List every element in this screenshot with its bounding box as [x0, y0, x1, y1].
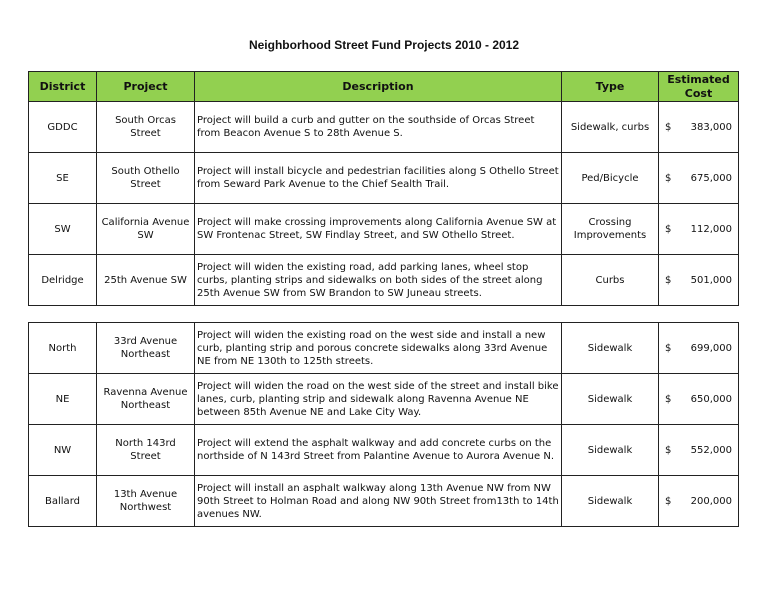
cost-cell [659, 374, 739, 425]
table-row [29, 255, 739, 306]
type-cell: Ped/Bicycle [562, 153, 659, 204]
project-cell: North 143rd Street [97, 425, 195, 476]
district-cell: SW [29, 204, 97, 255]
cost-amount: 200,000 [690, 495, 732, 507]
currency-symbol: $ [665, 121, 672, 133]
type-cell: Sidewalk [562, 374, 659, 425]
description-cell: Project will widen the existing road on the west side and install a new curb, planting strip and porous concrete sidewalks along 33rd Avenue NE from NE 130th to 125th streets. [195, 323, 562, 374]
cost-amount: 501,000 [690, 274, 732, 286]
cost-cell [659, 204, 739, 255]
currency-symbol: $ [665, 444, 672, 456]
cost-cell [659, 323, 739, 374]
project-cell: South Othello Street [97, 153, 195, 204]
type-cell: Sidewalk, curbs [562, 102, 659, 153]
description-cell: Project will build a curb and gutter on the southside of Orcas Street from Beacon Avenue S to 28th Avenue S. [195, 102, 562, 153]
description-cell: Project will install bicycle and pedestrian facilities along S Othello Street from Seward Park Avenue to the Chief Sealth Trail. [195, 153, 562, 204]
cost-amount: 699,000 [690, 342, 732, 354]
cost-amount: 112,000 [690, 223, 732, 235]
district-cell: Ballard [29, 476, 97, 527]
currency-symbol: $ [665, 172, 672, 184]
table-row [29, 476, 739, 527]
district-cell: North [29, 323, 97, 374]
projects-table-continued [28, 322, 739, 527]
description-cell: Project will extend the asphalt walkway and add concrete curbs on the northside of N 143rd Street from Palantine Avenue to Aurora Avenue N. [195, 425, 562, 476]
currency-symbol: $ [665, 393, 672, 405]
currency-symbol: $ [665, 223, 672, 235]
cost-amount: 675,000 [690, 172, 732, 184]
type-cell: Crossing Improvements [562, 204, 659, 255]
header-cost: Estimated Cost [659, 72, 739, 102]
description-cell: Project will install an asphalt walkway along 13th Avenue NW from NW 90th Street to Holman Road and along NW 90th Street from13th to 14th avenues NW. [195, 476, 562, 527]
project-cell: 33rd Avenue Northeast [97, 323, 195, 374]
type-cell: Sidewalk [562, 323, 659, 374]
table-row [29, 204, 739, 255]
project-cell: South Orcas Street [97, 102, 195, 153]
table-row [29, 374, 739, 425]
project-cell: California Avenue SW [97, 204, 195, 255]
district-cell: Delridge [29, 255, 97, 306]
header-project: Project [97, 72, 195, 102]
table-row [29, 102, 739, 153]
cost-amount: 383,000 [690, 121, 732, 133]
cost-cell [659, 425, 739, 476]
cost-cell [659, 476, 739, 527]
projects-table [28, 71, 739, 306]
table-row [29, 323, 739, 374]
description-cell: Project will widen the existing road, add parking lanes, wheel stop curbs, planting strips and sidewalks on both sides of the street along 25th Avenue SW from SW Brandon to SW Juneau streets. [195, 255, 562, 306]
cost-cell [659, 255, 739, 306]
district-cell: GDDC [29, 102, 97, 153]
project-cell: 25th Avenue SW [97, 255, 195, 306]
cost-amount: 552,000 [690, 444, 732, 456]
table-row [29, 425, 739, 476]
project-cell: 13th Avenue Northwest [97, 476, 195, 527]
district-cell: NW [29, 425, 97, 476]
description-cell: Project will widen the road on the west side of the street and install bike lanes, curb, planting strip and sidewalk along Ravenna Avenue NE between 85th Avenue NE and Lake City Way. [195, 374, 562, 425]
cost-cell [659, 102, 739, 153]
currency-symbol: $ [665, 342, 672, 354]
district-cell: NE [29, 374, 97, 425]
description-cell: Project will make crossing improvements along California Avenue SW at SW Frontenac Street, SW Findlay Street, and SW Othello Street. [195, 204, 562, 255]
cost-amount: 650,000 [690, 393, 732, 405]
type-cell: Curbs [562, 255, 659, 306]
page-title: Neighborhood Street Fund Projects 2010 - 2012 [248, 38, 520, 52]
header-district: District [29, 72, 97, 102]
table-row [29, 153, 739, 204]
currency-symbol: $ [665, 495, 672, 507]
type-cell: Sidewalk [562, 476, 659, 527]
header-type: Type [562, 72, 659, 102]
type-cell: Sidewalk [562, 425, 659, 476]
district-cell: SE [29, 153, 97, 204]
header-description: Description [195, 72, 562, 102]
cost-cell [659, 153, 739, 204]
currency-symbol: $ [665, 274, 672, 286]
header-row [29, 72, 739, 102]
project-cell: Ravenna Avenue Northeast [97, 374, 195, 425]
